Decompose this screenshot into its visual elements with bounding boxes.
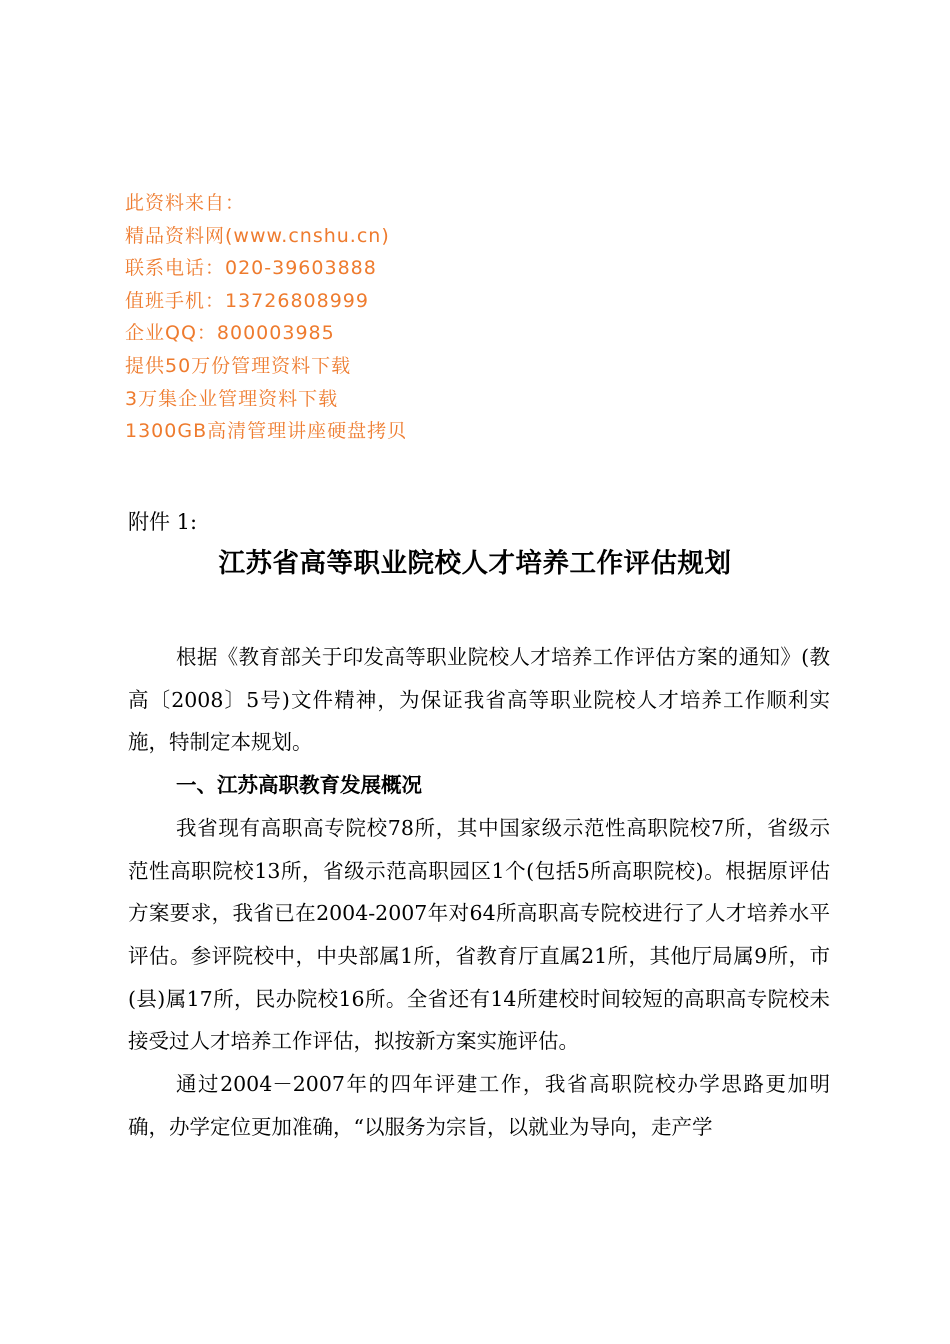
source-line-website: 精品资料网(www.cnshu.cn) bbox=[125, 224, 390, 247]
section-1-paragraph-1: 我省现有高职高专院校78所，其中国家级示范性高职院校7所，省级示范性高职院校13所，省级示范高职园区1个(包括5所高职院校)。根据原评估方案要求，我省已在2004-2007年对64所高职高专院校进行了人才培养水平评估。参评院校中，中央部属1所，省教育厅直属21所，其他厅局属9所，市(县)属17所，民办院校16所。全省还有14所建校时间较短的高职高专院校未接受过人才培养工作评估，拟按新方案实施评估。 bbox=[128, 815, 830, 1054]
section-1-paragraph-2: 通过2004－2007年的四年评建工作，我省高职院校办学思路更加明确，办学定位更加准确，“以服务为宗旨，以就业为导向，走产学 bbox=[128, 1072, 830, 1139]
source-line-mobile: 值班手机：13726808999 bbox=[125, 289, 369, 312]
source-line-offer-1: 提供50万份管理资料下载 bbox=[125, 354, 352, 377]
source-line-qq: 企业QQ：800003985 bbox=[125, 322, 335, 345]
section-1-heading: 一、江苏高职教育发展概况 bbox=[176, 773, 422, 798]
source-line-offer-3: 1300GB高清管理讲座硬盘拷贝 bbox=[125, 420, 408, 443]
document-body bbox=[128, 636, 830, 1148]
intro-paragraph: 根据《教育部关于印发高等职业院校人才培养工作评估方案的通知》(教高〔2008〕5号)文件精神，为保证我省高等职业院校人才培养工作顺利实施，特制定本规划。 bbox=[128, 645, 830, 755]
source-line-from: 此资料来自： bbox=[125, 192, 246, 214]
source-line-offer-2: 3万集企业管理资料下载 bbox=[125, 387, 339, 410]
attachment-label: 附件 1: bbox=[128, 510, 198, 534]
source-info-block bbox=[125, 187, 625, 448]
document-title: 江苏省高等职业院校人才培养工作评估规划 bbox=[218, 548, 732, 579]
source-line-phone: 联系电话：020-39603888 bbox=[125, 257, 377, 280]
